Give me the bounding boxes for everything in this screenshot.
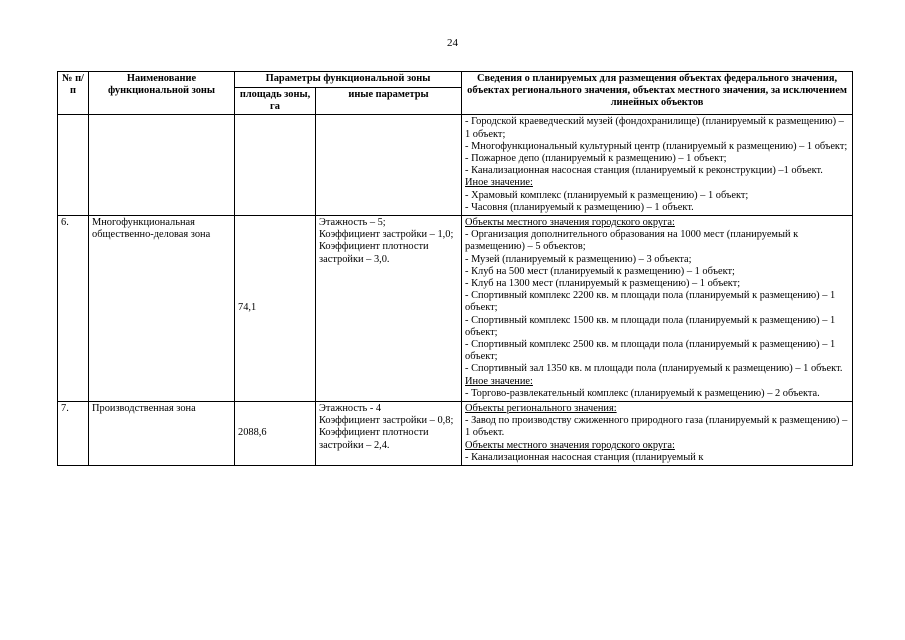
object-item: - Организация дополнительного образования на 1000 мест (планируемый к размещению) – 5 объектов;: [465, 229, 799, 253]
objects-category-heading: Иное значение:: [465, 375, 533, 387]
zone-area: 2088,6: [235, 402, 316, 466]
param-line: Этажность – 5;: [319, 217, 386, 229]
zone-name: Производственная зона: [89, 402, 235, 466]
header-other-params: иные параметры: [316, 88, 462, 115]
zone-name: Многофункциональная общественно-деловая зона: [89, 216, 235, 402]
zone-name: [89, 115, 235, 216]
object-item: - Спортивный комплекс 1500 кв. м площади пола (планируемый к размещению) – 1 объект;: [465, 314, 836, 338]
zones-table: [57, 71, 853, 466]
other-params: [316, 115, 462, 216]
table-row: [58, 115, 853, 216]
object-item: - Часовня (планируемый к размещению) – 1 объект.: [465, 201, 694, 213]
object-item: - Спортивный зал 1350 кв. м площади пола (планируемый к размещению) – 1 объект.: [465, 363, 843, 375]
object-item: - Канализационная насосная станция (планируемый к реконструкции) –1 объект.: [465, 165, 823, 177]
header-zone-name: Наименование функциональной зоны: [89, 72, 235, 115]
objects-info: [462, 115, 853, 216]
header-area: площадь зоны, га: [235, 88, 316, 115]
objects-category-heading: Объекты местного значения городского округа:: [465, 217, 675, 229]
object-item: - Многофункциональный культурный центр (планируемый к размещению) – 1 объект;: [465, 140, 848, 152]
param-line: Коэффициент застройки – 0,8;: [319, 415, 454, 427]
objects-info: [462, 216, 853, 402]
object-item: - Храмовый комплекс (планируемый к размещению) – 1 объект;: [465, 189, 749, 201]
param-line: Этажность - 4: [319, 403, 382, 415]
header-num: № п/п: [58, 72, 89, 115]
object-item: - Завод по производству сжиженного природного газа (планируемый к размещению) – 1 объект.: [465, 415, 848, 439]
objects-category-heading: Объекты регионального значения:: [465, 403, 617, 415]
objects-category-heading: Иное значение:: [465, 177, 533, 189]
object-item: - Городской краеведческий музей (фондохранилище) (планируемый к размещению) – 1 объект;: [465, 116, 844, 140]
object-item: - Спортивный комплекс 2200 кв. м площади пола (планируемый к размещению) – 1 объект;: [465, 290, 836, 314]
object-item: - Клуб на 500 мест (планируемый к размещению) – 1 объект;: [465, 265, 735, 277]
row-num: 7.: [58, 402, 89, 466]
object-item: - Спортивный комплекс 2500 кв. м площади пола (планируемый к размещению) – 1 объект;: [465, 339, 836, 363]
header-objects-info: Сведения о планируемых для размещения объектах федерального значения, объектах регионального значения, объектах местного значения, за исключением линейных объектов: [462, 72, 853, 115]
page-number: 24: [447, 37, 458, 49]
objects-info: [462, 402, 853, 466]
zone-area: [235, 115, 316, 216]
object-item: - Музей (планируемый к размещению) – 3 объекта;: [465, 253, 692, 265]
object-item: - Торгово-развлекательный комплекс (планируемый к размещению) – 2 объекта.: [465, 387, 820, 399]
param-line: Коэффициент застройки – 1,0;: [319, 229, 454, 241]
param-line: Коэффициент плотности застройки – 2,4.: [319, 427, 429, 451]
other-params: [316, 402, 462, 466]
zone-area: 74,1: [235, 216, 316, 402]
table-row: [58, 402, 853, 466]
object-item: - Клуб на 1300 мест (планируемый к размещению) – 1 объект;: [465, 278, 741, 290]
table-row: [58, 216, 853, 402]
other-params: [316, 216, 462, 402]
table-body: [58, 115, 853, 466]
objects-category-heading: Объекты местного значения городского округа:: [465, 439, 675, 451]
row-num: 6.: [58, 216, 89, 402]
object-item: - Пожарное депо (планируемый к размещению) – 1 объект;: [465, 153, 727, 165]
object-item: - Канализационная насосная станция (планируемый к: [465, 451, 704, 463]
header-params: Параметры функциональной зоны: [235, 72, 462, 88]
row-num: [58, 115, 89, 216]
param-line: Коэффициент плотности застройки – 3,0.: [319, 241, 429, 265]
table-header: [58, 72, 853, 115]
